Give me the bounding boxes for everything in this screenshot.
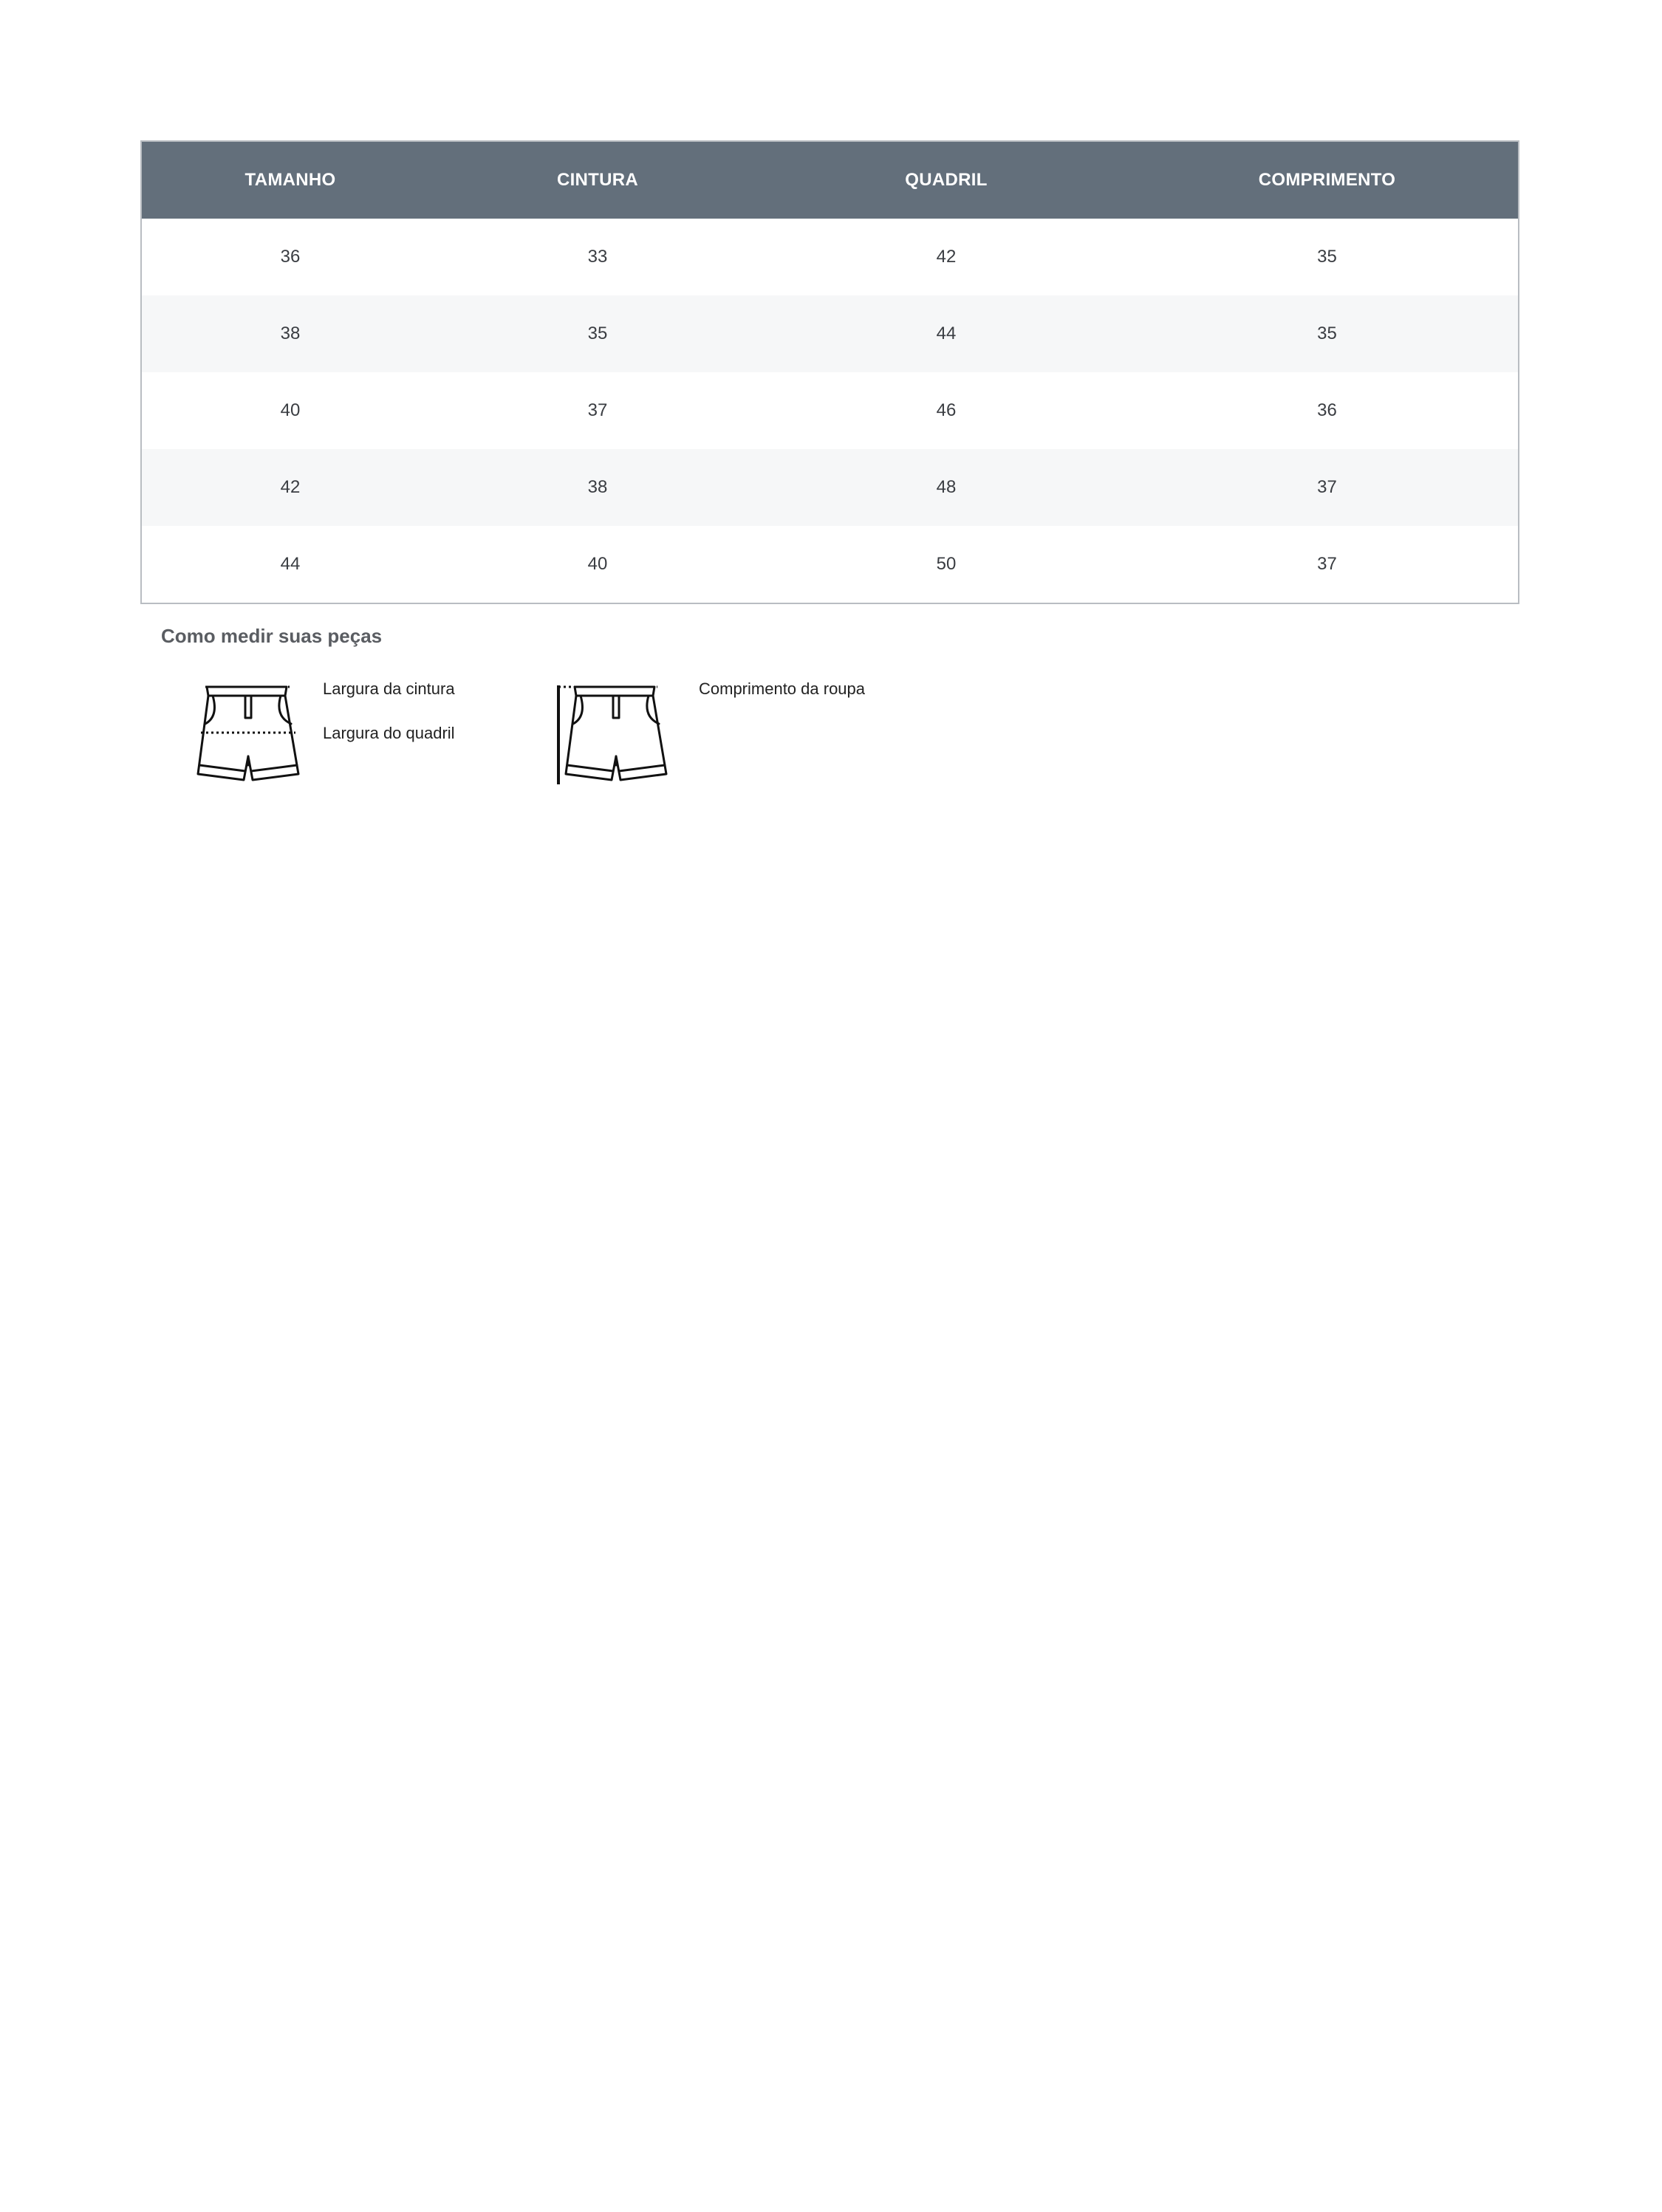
table-row [142,219,1518,295]
table-row [142,372,1518,449]
shorts-width-icon [191,679,307,790]
cell-hip: 50 [936,554,957,574]
hip-width-label: Largura do quadril [323,724,455,742]
table-body [142,219,1518,603]
cell-hip: 46 [936,400,957,420]
shorts-length-icon [553,679,671,790]
cell-waist: 33 [587,247,608,267]
cell-length: 37 [1317,477,1337,497]
cell-hip: 42 [936,247,957,267]
cell-waist: 40 [587,554,608,574]
cell-size: 42 [280,477,301,497]
cell-waist: 37 [587,400,608,420]
cell-length: 37 [1317,554,1337,574]
cell-length: 36 [1317,400,1337,420]
cell-length: 35 [1317,247,1337,267]
cell-waist: 38 [587,477,608,497]
header-cell-hip: QUADRIL [905,170,988,190]
cell-size: 36 [280,247,301,267]
waist-width-label: Largura da cintura [323,679,455,698]
size-table [140,140,1519,604]
cell-hip: 44 [936,323,957,343]
cell-hip: 48 [936,477,957,497]
table-header [142,142,1518,219]
garment-length-label: Comprimento da roupa [699,679,866,698]
header-cell-length: COMPRIMENTO [1258,170,1396,190]
cell-length: 35 [1317,323,1337,343]
cell-size: 40 [280,400,301,420]
header-cell-size: TAMANHO [244,170,336,190]
table-row [142,526,1518,603]
table-row [142,295,1518,372]
cell-waist: 35 [587,323,608,343]
table-row [142,449,1518,526]
cell-size: 44 [280,554,301,574]
header-cell-waist: CINTURA [556,170,639,190]
measurement-guide-title: Como medir suas peças [161,625,383,647]
cell-size: 38 [280,323,301,343]
